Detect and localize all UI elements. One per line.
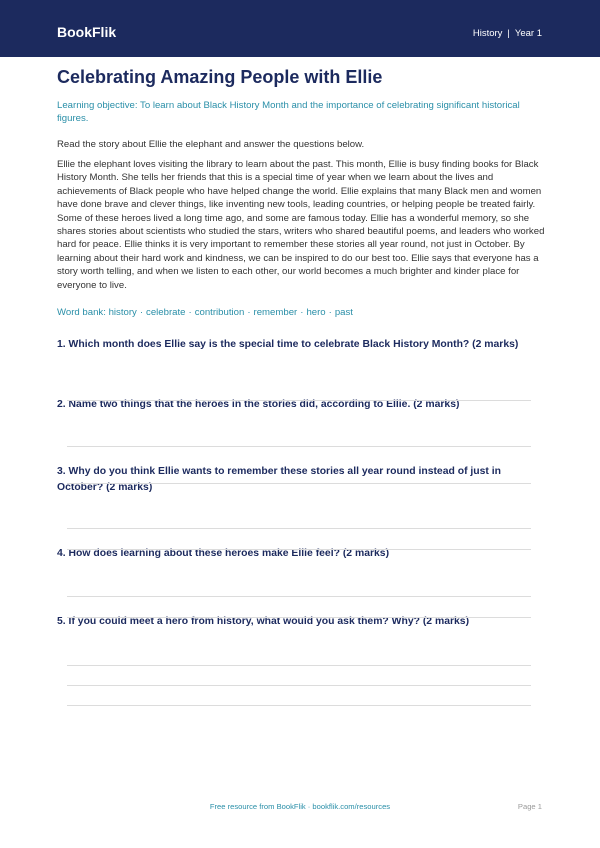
brand-logo: BookFlik <box>57 24 117 40</box>
worksheet-title: Celebrating Amazing People with Ellie <box>57 67 383 87</box>
question-1: 1. Which month does Ellie say is the special time to celebrate Black History Month? (2 marks) <box>57 339 519 350</box>
footer-credit: Free resource from BookFlik · bookflik.com/resources <box>209 802 391 811</box>
word-separator: · <box>300 307 304 318</box>
question-3: 3. Why do you think Ellie wants to remember these stories all year round instead of just in October? (2 marks) <box>57 466 502 493</box>
word-separator: · <box>247 307 251 318</box>
answer-line[interactable] <box>67 549 531 550</box>
answer-line[interactable] <box>67 528 531 529</box>
word-bank-word: remember <box>253 307 298 318</box>
page-header <box>0 0 600 57</box>
word-bank-label: Word bank: <box>57 307 106 318</box>
word-bank-word: contribution <box>194 307 245 318</box>
meta-separator: | <box>507 28 510 39</box>
subject-year-label <box>473 28 542 40</box>
answer-line[interactable] <box>67 705 531 706</box>
word-bank <box>57 306 353 319</box>
question-4: 4. How does learning about these heroes make Ellie feel? (2 marks) <box>57 548 390 559</box>
story-text: Ellie the elephant loves visiting the library to learn about the past. This month, Ellie is busy finding books for Black History Month. She tells her friends that this is a special time of year when we learn about the lives and achievements of Black people who have helped change the world. Ellie explains that many Black men and women have done brave and clever things, like inventing new tools, leading countries, or helping people be treated fairly. Some of these heroes lived a long time ago, and some are famous today. Ellie has a wonderful memory, so she shares stories about scientists who studied the stars, writers who shared beautiful poems, and leaders who worked hard for peace. Ellie thinks it is very important to remember these stories all year round, not just in October. By learning about their hard work and kindness, we can be inspired to do our best too. Ellie says that everyone has a story worth telling, and when we listen to each other, our world becomes a much brighter and kinder place for everyone to live. <box>57 159 545 291</box>
word-bank-word: hero <box>306 307 326 318</box>
word-bank-word: past <box>334 307 353 318</box>
answer-line[interactable] <box>67 483 531 484</box>
word-separator: · <box>188 307 192 318</box>
year-label: Year 1 <box>514 28 542 39</box>
answer-line[interactable] <box>67 617 531 618</box>
instructions: Read the story about Ellie the elephant and answer the questions below. <box>57 139 365 150</box>
word-separator: · <box>139 307 144 318</box>
word-bank-word: celebrate <box>146 307 186 318</box>
answer-line[interactable] <box>67 400 531 401</box>
answer-line[interactable] <box>67 685 531 686</box>
question-5: 5. If you could meet a hero from history, what would you ask them? Why? (2 marks) <box>57 616 470 627</box>
subject-label: History <box>472 28 503 39</box>
answer-line[interactable] <box>67 665 531 666</box>
word-separator: · <box>328 307 332 318</box>
word-bank-word: history <box>108 307 137 318</box>
page-number: Page 1 <box>517 802 542 811</box>
question-2: 2. Name two things that the heroes in the stories did, according to Ellie. (2 marks) <box>57 399 460 410</box>
answer-line[interactable] <box>67 596 531 597</box>
answer-line[interactable] <box>67 446 531 447</box>
learning-objective: Learning objective: To learn about Black History Month and the importance of celebrating significant historical figures. <box>57 100 520 124</box>
